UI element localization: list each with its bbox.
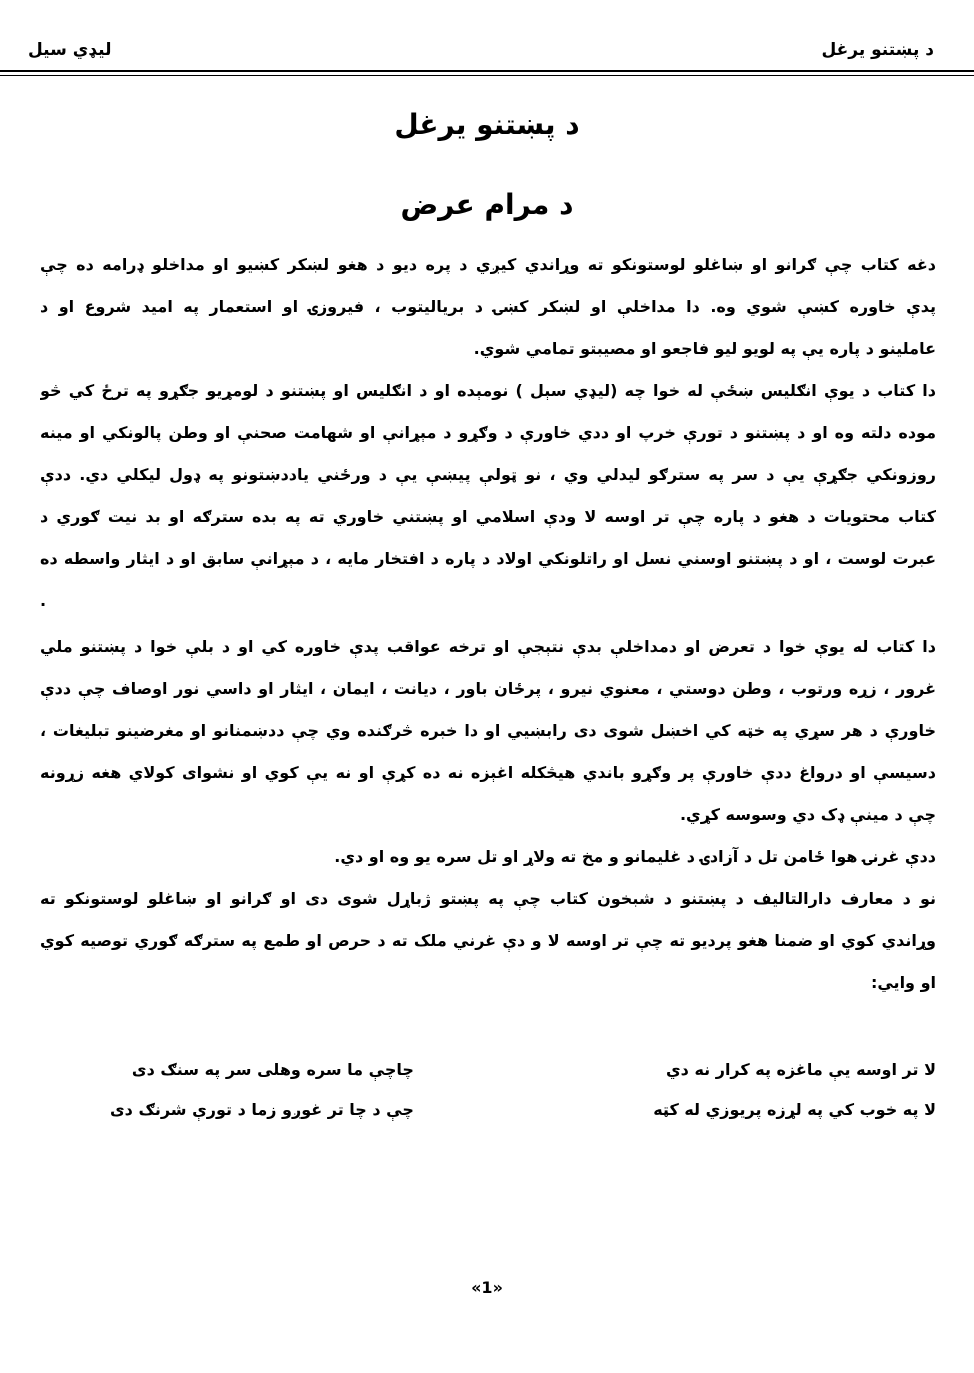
running-header-author: ليډي سيل bbox=[28, 40, 112, 60]
text-line: پدې خاوره کښې شوي وه. دا مداخلې او لښکر کښۍ د برياليتوب ، فيروزۍ او استعمار په اميد شروع او د bbox=[40, 297, 936, 316]
text-line: دا کتاب د يوې انګليس ښځې له خوا چه (ليډي سېل ) نومېده او د انګليس او پښتنو د لومړيو جګړو په ترځ کي څو bbox=[40, 381, 936, 400]
poem-first-hemistichs bbox=[653, 1050, 936, 1130]
text-line: خاورې د هر سړي په خټه کي اخښل شوی دی رابښيي او دا خبره څرګنده وي چې ددښمنانو او مغرضينو تبليغات ، bbox=[40, 721, 936, 740]
text-line: عبرت لوست ، او د پښتنو اوسني نسل او راتلونکي اولاد د پاره د افتخار مايه ، د مېړانې سابق او د ايثار واسطه ده bbox=[40, 549, 936, 568]
poem-verse: لا په خوب کي په لړزه پريوزي له کټه bbox=[653, 1100, 936, 1119]
text-line: او وايي: bbox=[870, 973, 936, 992]
body-text bbox=[40, 244, 936, 1004]
poem-verse: چاچې ما سره وهلی سر په سنګ دی bbox=[131, 1060, 414, 1079]
page-title: د پښتنو يرغل bbox=[394, 108, 580, 141]
text-line: ددې غرنۍ هوا ځامن تل د آزادۍ د غليمانو و مخ ته ولاړ او تل سره يو وه او دي. bbox=[334, 847, 936, 866]
running-header-title: د پښتنو يرغل bbox=[821, 40, 934, 60]
text-line: چې د مينې ډک دي وسوسه کړي. bbox=[679, 805, 936, 824]
text-line: نو د معارف دارالتاليف د پښتنو د شبخون کتاب چې په پښتو ژباړل شوی دی او ګرانو او ښاغلو لوستونکو ته bbox=[40, 889, 936, 908]
poem bbox=[110, 1050, 936, 1130]
header-rule-thin bbox=[0, 75, 974, 76]
text-line: روزونکي جګړې يې د سر په سترګو ليدلي وي ، نو ټولې پيښې يې د ورځني ياددښتونو په ډول ليکلي دي. ددې bbox=[40, 465, 936, 484]
section-heading: د مرام عرض bbox=[400, 188, 574, 221]
text-line: دسيسې او درواغ ددې خاورې پر وګړو باندي هيڅکله اغېزه نه ده کړې او نه يې کوي او نشوای کولاي هغه زړونه bbox=[40, 763, 936, 782]
poem-verse: چې د چا تر غوږو زما د تورې شرنګ دی bbox=[110, 1100, 414, 1119]
header-rule bbox=[0, 70, 974, 72]
poem-verse: لا تر اوسه يې ماغزه په کرار نه دي bbox=[666, 1060, 936, 1079]
page-number: «1» bbox=[471, 1278, 503, 1297]
text-line: غرور ، زړه ورتوب ، وطن دوستي ، معنوي نيرو ، پرځان باور ، ديانت ، ايمان ، ايثار او داسي نور اوصاف چې ددې bbox=[40, 679, 936, 698]
text-line: موده دلته وه او د پښتنو د تورې خرپ او ددي خاورې د وګړو د مېړانې او شهامت صحنې او وطن پالونکي او مينه bbox=[40, 423, 936, 442]
text-line: کتاب محتويات د هغو د پاره چې تر اوسه لا ودې اسلامي او پښتني خاوري ته په بده سترګه او بد نيت ګوري د bbox=[40, 507, 936, 526]
text-line: دا کتاب له يوې خوا د تعرض او دمداخلې بدې نتېجې او ترخه عواقب پدې خاوره کي او د بلې خوا د پښتنو ملي bbox=[40, 637, 936, 656]
text-line: . bbox=[40, 591, 47, 610]
text-line: عاملينو د پاره يې په لويو ليو فاجعو او مصيبتو تمامي شوي. bbox=[473, 339, 936, 358]
poem-second-hemistichs bbox=[110, 1050, 414, 1130]
text-line: دغه کتاب چې ګرانو او ښاغلو لوستونکو ته وړاندي کيږي د پره ديو د هغو لښکر کښيو او مداخلو ډرامه ده چې bbox=[40, 255, 936, 274]
text-line: وړاندي کوي او ضمنا هغو پرديو ته چې تر اوسه لا و دې غرني ملک ته د حرص او طمع په سترګه ګوري توصيه کوي bbox=[40, 931, 936, 950]
